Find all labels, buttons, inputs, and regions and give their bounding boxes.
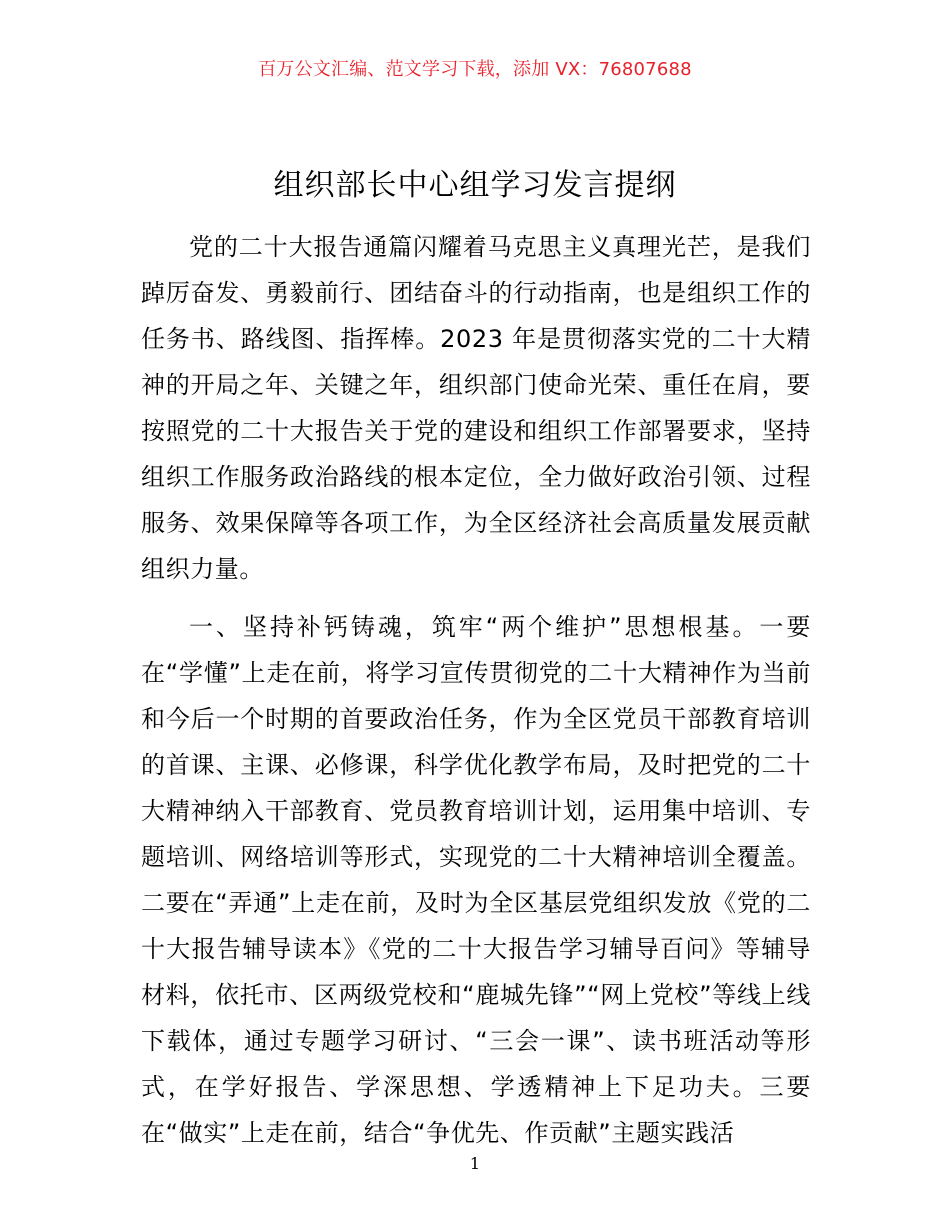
page-number: 1 [469,1154,481,1173]
watermark-header: 百万公文汇编、范文学习下载，添加 VX：76807688 [258,59,692,80]
document-body [141,224,811,1156]
paragraph-intro: 党的二十大报告通篇闪耀着马克思主义真理光芒，是我们踔厉奋发、勇毅前行、团结奋斗的行动指南，也是组织工作的任务书、路线图、指挥棒。2023 年是贯彻落实党的二十大精神的开局之年、关键之年，组织部门使命光荣、重任在肩，要按照党的二十大报告关于党的建设和组织工作部署要求，坚持组织工作服务政治路线的根本定位，全力做好政治引领、过程服务、效果保障等各项工作，为全区经济社会高质量发展贡献组织力量。 [141,233,811,583]
document-title: 组织部长中心组学习发言提纲 [273,168,677,203]
paragraph-section-one: 一、坚持补钙铸魂，筑牢“两个维护”思想根基。一要在“学懂”上走在前，将学习宣传贯彻党的二十大精神作为当前和今后一个时期的首要政治任务，作为全区党员干部教育培训的首课、主课、必修课，科学优化教学布局，及时把党的二十大精神纳入干部教育、党员教育培训计划，运用集中培训、专题培训、网络培训等形式，实现党的二十大精神培训全覆盖。二要在“弄通”上走在前，及时为全区基层党组织发放《党的二十大报告辅导读本》《党的二十大报告学习辅导百问》等辅导材料，依托市、区两级党校和“鹿城先锋”“网上党校”等线上线下载体，通过专题学习研讨、“三会一课”、读书班活动等形式，在学好报告、学深思想、学透精神上下足功夫。三要在“做实”上走在前，结合“争优先、作贡献”主题实践活 [141,613,811,1147]
